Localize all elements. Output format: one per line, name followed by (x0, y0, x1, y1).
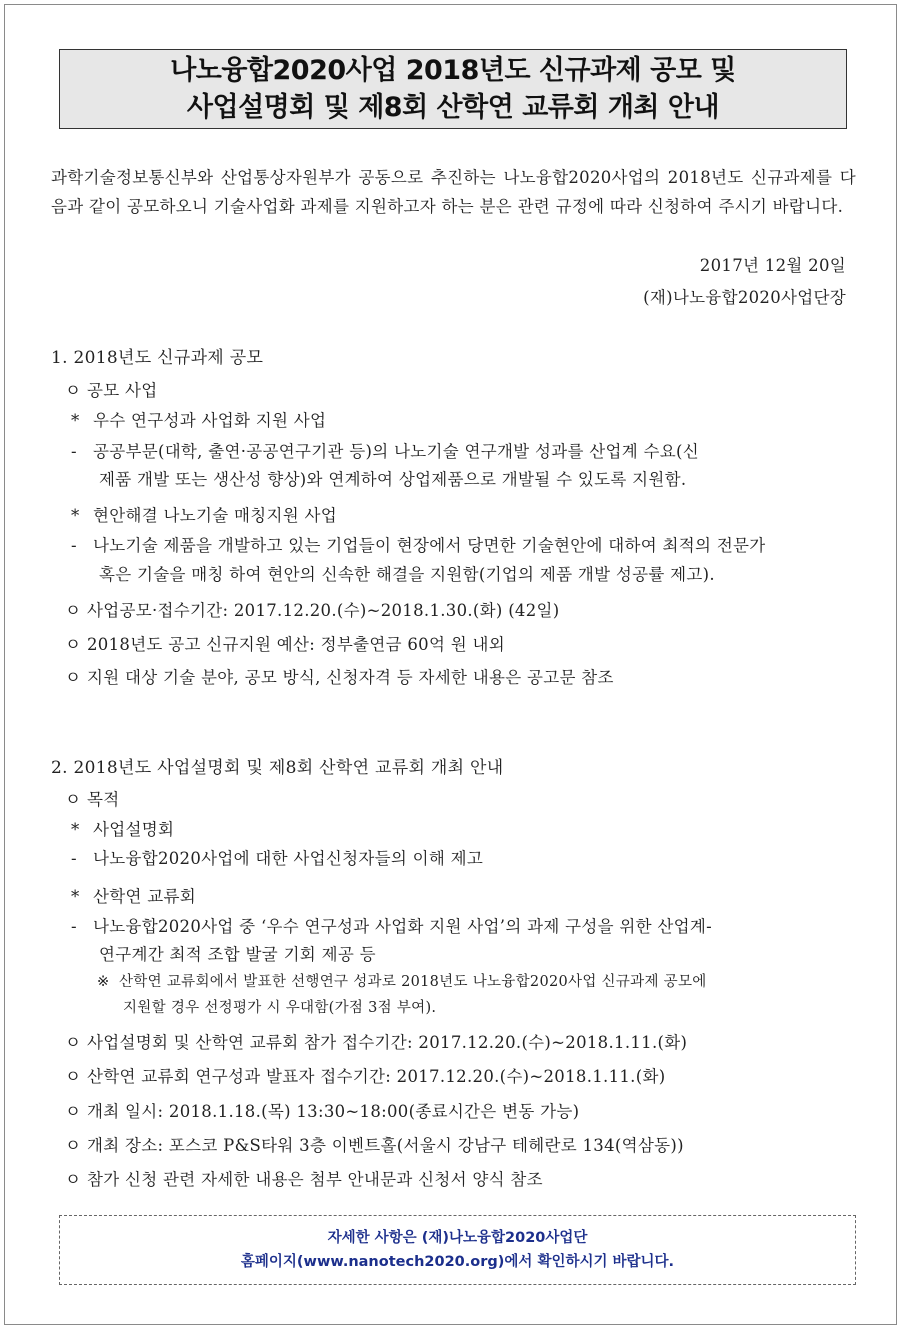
s2-bullet-4 (65, 1098, 579, 1122)
s1-bullet-3 (65, 631, 505, 655)
s2-dash-1 (71, 845, 483, 869)
s2-note-line-2: 지원할 경우 선정평가 시 우대함(가점 3점 부여). (123, 1000, 437, 1016)
s2-star-2 (71, 883, 196, 907)
intro-paragraph: 과학기술정보통신부와 산업통상자원부가 공동으로 추진하는 나노융합2020사업의 2018년도 신규과제를 다음과 같이 공모하오니 기술사업화 과제를 지원하고자 하는 분은 관련 규정에 따라 신청하여 주시기 바랍니다. (51, 168, 856, 216)
s2-dash-2-line-1: 나노융합2020사업 중 ‘우수 연구성과 사업화 지원 사업’의 과제 구성을 위한 산업계- (93, 917, 713, 936)
s1-dash-1 (71, 438, 699, 462)
title-line-1: 나노융합2020사업 2018년도 신규과제 공모 및 (170, 55, 736, 86)
s2-bullet-1 (65, 786, 119, 810)
s1-bullet-1 (65, 377, 158, 401)
bullet-marker: ㅇ (65, 668, 82, 687)
s1-dash-1-line-1: 공공부문(대학, 출연·공공연구기관 등)의 나노기술 연구개발 성과를 산업계 수요(신 (93, 442, 700, 461)
announcement-date: 2017년 12월 20일 (699, 256, 846, 275)
s1-star-1 (71, 407, 326, 431)
s1-bullet-3-text: 2018년도 공고 신규지원 예산: 정부출연금 60억 원 내외 (87, 635, 506, 654)
dash-marker: - (71, 917, 77, 936)
s2-dash-2-line-2: 연구계간 최적 조합 발굴 기회 제공 등 (99, 945, 376, 964)
bullet-marker: ㅇ (65, 790, 82, 809)
section-2-heading: 2. 2018년도 사업설명회 및 제8회 산학연 교류회 개최 안내 (51, 758, 504, 778)
s1-star-1-text: 우수 연구성과 사업화 지원 사업 (93, 411, 327, 430)
s2-star-1 (71, 816, 174, 840)
bullet-marker: ㅇ (65, 1033, 82, 1052)
s2-note-line-1: 산학연 교류회에서 발표한 선행연구 성과로 2018년도 나노융합2020사업 신규과제 공모에 (119, 974, 707, 990)
footer-note-line-2: 홈페이지(www.nanotech2020.org)에서 확인하시기 바랍니다. (240, 1254, 675, 1270)
s2-bullet-5 (65, 1132, 684, 1156)
section-1-heading: 1. 2018년도 신규과제 공모 (51, 348, 264, 368)
s2-bullet-1-text: 목적 (87, 790, 120, 809)
s1-star-2 (71, 502, 337, 526)
s1-bullet-2-text: 사업공모·접수기간: 2017.12.20.(수)~2018.1.30.(화) (42일) (87, 601, 560, 620)
s1-bullet-4-text: 지원 대상 기술 분야, 공모 방식, 신청자격 등 자세한 내용은 공고문 참조 (87, 668, 614, 687)
star-marker: * (71, 887, 80, 906)
dash-marker: - (71, 442, 77, 461)
s1-dash-2 (71, 532, 766, 556)
bullet-marker: ㅇ (65, 601, 82, 620)
s2-bullet-2-text: 사업설명회 및 산학연 교류회 참가 접수기간: 2017.12.20.(수)~2018.1.11.(화) (87, 1033, 688, 1052)
s2-bullet-6-text: 참가 신청 관련 자세한 내용은 첨부 안내문과 신청서 양식 참조 (87, 1170, 543, 1189)
s1-bullet-1-text: 공모 사업 (87, 381, 158, 400)
s1-star-2-text: 현안해결 나노기술 매칭지원 사업 (93, 506, 337, 525)
s2-bullet-3 (65, 1063, 665, 1087)
document-page (4, 4, 897, 1325)
s1-bullet-4 (65, 664, 614, 688)
title-box (59, 49, 847, 129)
bullet-marker: ㅇ (65, 1067, 82, 1086)
bullet-marker: ㅇ (65, 1102, 82, 1121)
title-line-2: 사업설명회 및 제8회 산학연 교류회 개최 안내 (186, 92, 720, 123)
dash-marker: - (71, 849, 77, 868)
s2-star-2-text: 산학연 교류회 (93, 887, 196, 906)
s2-bullet-4-text: 개최 일시: 2018.1.18.(목) 13:30~18:00(종료시간은 변동 가능) (87, 1102, 580, 1121)
s2-dash-1-text: 나노융합2020사업에 대한 사업신청자들의 이해 제고 (93, 849, 484, 868)
s1-dash-2-line-1: 나노기술 제품을 개발하고 있는 기업들이 현장에서 당면한 기술현안에 대하여 최적의 전문가 (93, 536, 766, 555)
footer-note-line-1: 자세한 사항은 (재)나노융합2020사업단 (327, 1230, 588, 1246)
bullet-marker: ㅇ (65, 381, 82, 400)
s2-bullet-5-text: 개최 장소: 포스코 P&S타워 3층 이벤트홀(서울시 강남구 테헤란로 134(역삼동)) (87, 1136, 684, 1155)
s1-bullet-2 (65, 597, 560, 621)
bullet-marker: ㅇ (65, 635, 82, 654)
note-marker: ※ (97, 974, 110, 990)
signer: (재)나노융합2020사업단장 (643, 288, 846, 307)
bullet-marker: ㅇ (65, 1170, 82, 1189)
s2-bullet-3-text: 산학연 교류회 연구성과 발표자 접수기간: 2017.12.20.(수)~2018.1.11.(화) (87, 1067, 666, 1086)
s2-bullet-6 (65, 1166, 543, 1190)
bullet-marker: ㅇ (65, 1136, 82, 1155)
star-marker: * (71, 820, 80, 839)
s2-note (97, 970, 707, 991)
s1-dash-1-line-2: 제품 개발 또는 생산성 향상)와 연계하여 상업제품으로 개발될 수 있도록 지원함. (99, 470, 687, 489)
dash-marker: - (71, 536, 77, 555)
s2-star-1-text: 사업설명회 (93, 820, 175, 839)
s2-dash-2 (71, 913, 712, 937)
s2-bullet-2 (65, 1029, 687, 1053)
star-marker: * (71, 411, 80, 430)
star-marker: * (71, 506, 80, 525)
s1-dash-2-line-2: 혹은 기술을 매칭 하여 현안의 신속한 해결을 지원함(기업의 제품 개발 성공률 제고). (99, 565, 715, 584)
footer-note-box (59, 1215, 856, 1285)
